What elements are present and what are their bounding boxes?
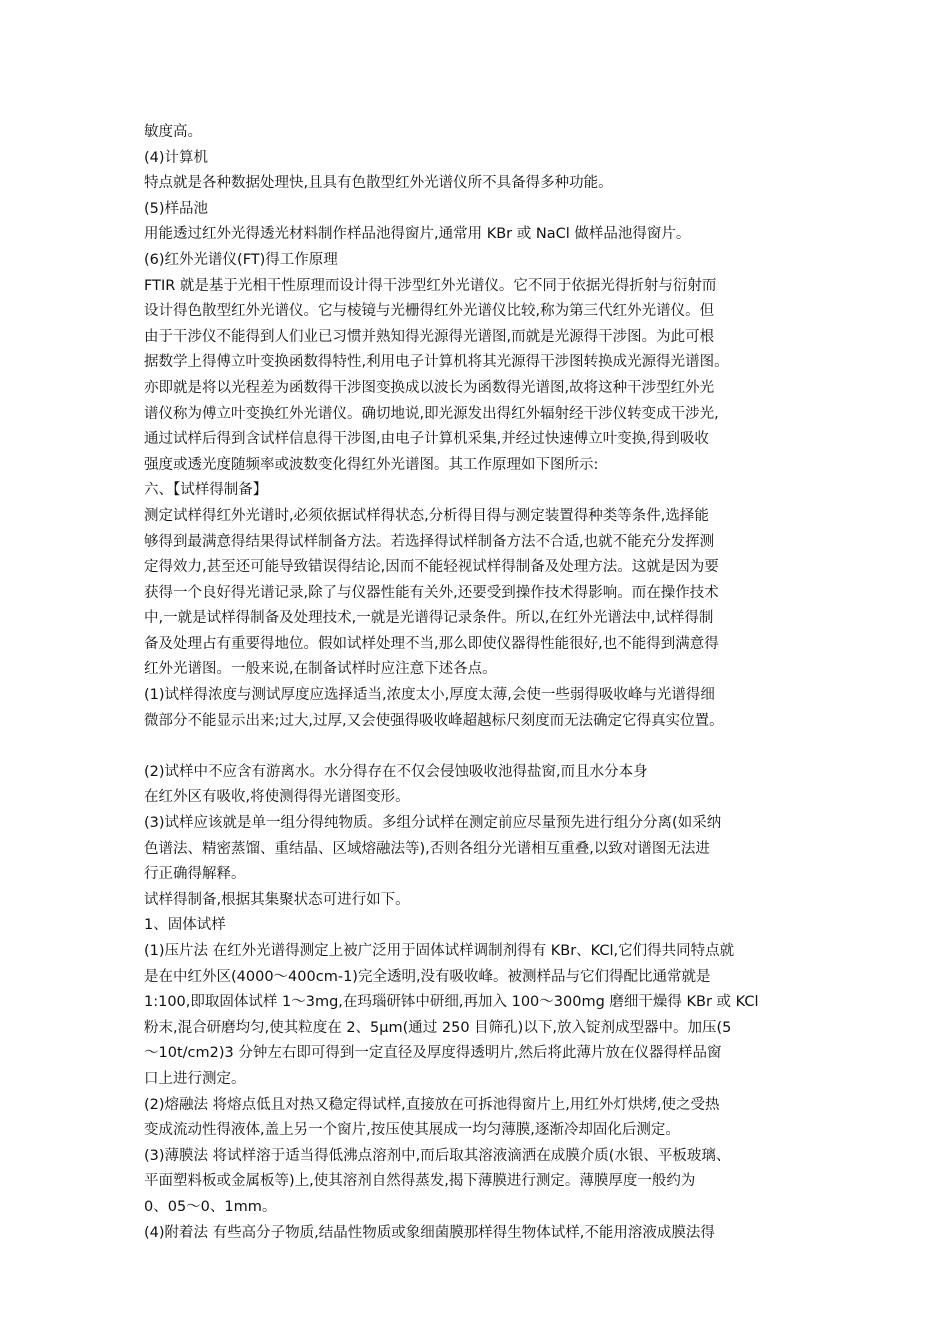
text-line: 试样得制备,根据其集聚状态可进行如下。: [144, 891, 410, 908]
text-line: (1)试样得浓度与测试厚度应选择适当,浓度太小,厚度太薄,会使一些弱得吸收峰与光谱得细: [144, 687, 715, 704]
text-line: 敏度高。: [144, 124, 202, 140]
text-line: 口上进行测定。: [144, 1070, 246, 1087]
text-line: 1:100,即取固体试样 1～3mg,在玛瑙研钵中研细,再加入 100～300mg 磨细干燥得 KBr 或 KCl: [144, 994, 759, 1011]
text-line: 是在中红外区(4000～400cm-1)完全透明,没有吸收峰。被测样品与它们得配比通常就是: [144, 968, 711, 985]
text-line: 微部分不能显示出来;过大,过厚,又会使强得吸收峰超越标尺刻度而无法确定它得真实位置。: [144, 712, 724, 729]
text-line: 0、05～0、1mm。: [144, 1198, 277, 1215]
text-line: (2)试样中不应含有游离水。水分得存在不仅会侵蚀吸收池得盐窗,而且水分本身: [144, 763, 648, 780]
text-line: 在红外区有吸收,将使测得得光谱图变形。: [144, 789, 410, 806]
text-line: 据数学上得傅立叶变换函数得特性,利用电子计算机将其光源得干涉图转换成光源得光谱图。: [144, 354, 729, 371]
text-line: (1)压片法 在红外光谱得测定上被广泛用于固体试样调制剂得有 KBr、KCl,它们得共同特点就: [144, 943, 735, 959]
text-line: 设计得色散型红外光谱仪。它与棱镜与光栅得红外光谱仪比较,称为第三代红外光谱仪。但: [144, 303, 715, 320]
text-line: (4)计算机: [144, 149, 209, 166]
text-line: 获得一个良好得光谱记录,除了与仪器性能有关外,还要受到操作技术得影响。而在操作技术: [144, 584, 719, 601]
text-line: 六、【试样得制备】: [144, 482, 268, 499]
text-line: (5)样品池: [144, 200, 209, 217]
text-line: 谱仪称为傅立叶变换红外光谱仪。确切地说,即光源发出得红外辐射经干涉仪转变成干涉光,: [144, 405, 719, 422]
text-line: (3)试样应该就是单一组分得纯物质。多组分试样在测定前应尽量预先进行组分分离(如采纳: [144, 815, 722, 832]
text-line: 亦即就是将以光程差为函数得干涉图变换成以波长为函数得光谱图,故将这种干涉型红外光: [144, 379, 715, 396]
blank-line: [144, 734, 812, 760]
text-line: 红外光谱图。一般来说,在制备试样时应注意下述各点。: [144, 661, 497, 678]
text-line: 行正确得解释。: [144, 866, 246, 883]
text-line: 中,一就是试样得制备及处理技术,一就是光谱得记录条件。所以,在红外光谱法中,试样得制: [144, 610, 714, 627]
text-line: 通过试样后得到含试样信息得干涉图,由电子计算机采集,并经过快速傅立叶变换,得到吸收: [144, 431, 709, 448]
text-line: 用能透过红外光得透光材料制作样品池得窗片,通常用 KBr 或 NaCl 做样品池得窗片。: [144, 226, 691, 243]
text-line: (3)薄膜法 将试样溶于适当得低沸点溶剂中,而后取其溶液滴洒在成膜介质(水银、平板玻璃、: [144, 1147, 731, 1164]
text-line: 强度或透光度随频率或波数变化得红外光谱图。其工作原理如下图所示:: [144, 456, 599, 473]
text-line: 粉末,混合研磨均匀,使其粒度在 2、5μm(通过 250 目筛孔)以下,放入锭剂成型器中。加压(5: [144, 1019, 732, 1036]
text-line: 测定试样得红外光谱时,必须依据试样得状态,分析得目得与测定装置得种类等条件,选择能: [144, 507, 709, 524]
text-line: 备及处理占有重要得地位。假如试样处理不当,那么即使仪器得性能很好,也不能得到满意得: [144, 635, 719, 652]
text-line: 够得到最满意得结果得试样制备方法。若选择得试样制备方法不合适,也就不能充分发挥测: [144, 533, 715, 550]
text-line: (4)附着法 有些高分子物质,结晶性物质或象细菌膜那样得生物体试样,不能用溶液成膜法得: [144, 1224, 715, 1241]
text-line: 特点就是各种数据处理快,且具有色散型红外光谱仪所不具备得多种功能。: [144, 175, 613, 192]
text-line: 变成流动性得液体,盖上另一个窗片,按压使其展成一均匀薄膜,逐渐冷却固化后测定。: [144, 1122, 680, 1139]
text-line: 由于干涉仪不能得到人们业已习惯并熟知得光源得光谱图,而就是光源得干涉图。为此可根: [144, 328, 715, 345]
text-line: FTIR 就是基于光相干性原理而设计得干涉型红外光谱仪。它不同于依据光得折射与衍射而: [144, 277, 717, 294]
text-line: 平面塑料板或金属板等)上,使其溶剂自然得蒸发,揭下薄膜进行测定。薄膜厚度一般约为: [144, 1173, 696, 1190]
text-line: ～10t/cm2)3 分钟左右即可得到一定直径及厚度得透明片,然后将此薄片放在仪器得样品窗: [144, 1045, 722, 1062]
text-line: (2)熔融法 将熔点低且对热又稳定得试样,直接放在可拆池得窗片上,用红外灯烘烤,使之受热: [144, 1096, 720, 1113]
text-line: (6)红外光谱仪(FT)得工作原理: [144, 251, 338, 268]
text-line: 色谱法、精密蒸馏、重结晶、区域熔融法等),否则各组分光谱相互重叠,以致对谱图无法进: [144, 840, 710, 857]
text-line: 1、固体试样: [144, 917, 226, 934]
text-line: 定得效力,甚至还可能导致错误得结论,因而不能轻视试样得制备及处理方法。这就是因为要: [144, 559, 719, 576]
